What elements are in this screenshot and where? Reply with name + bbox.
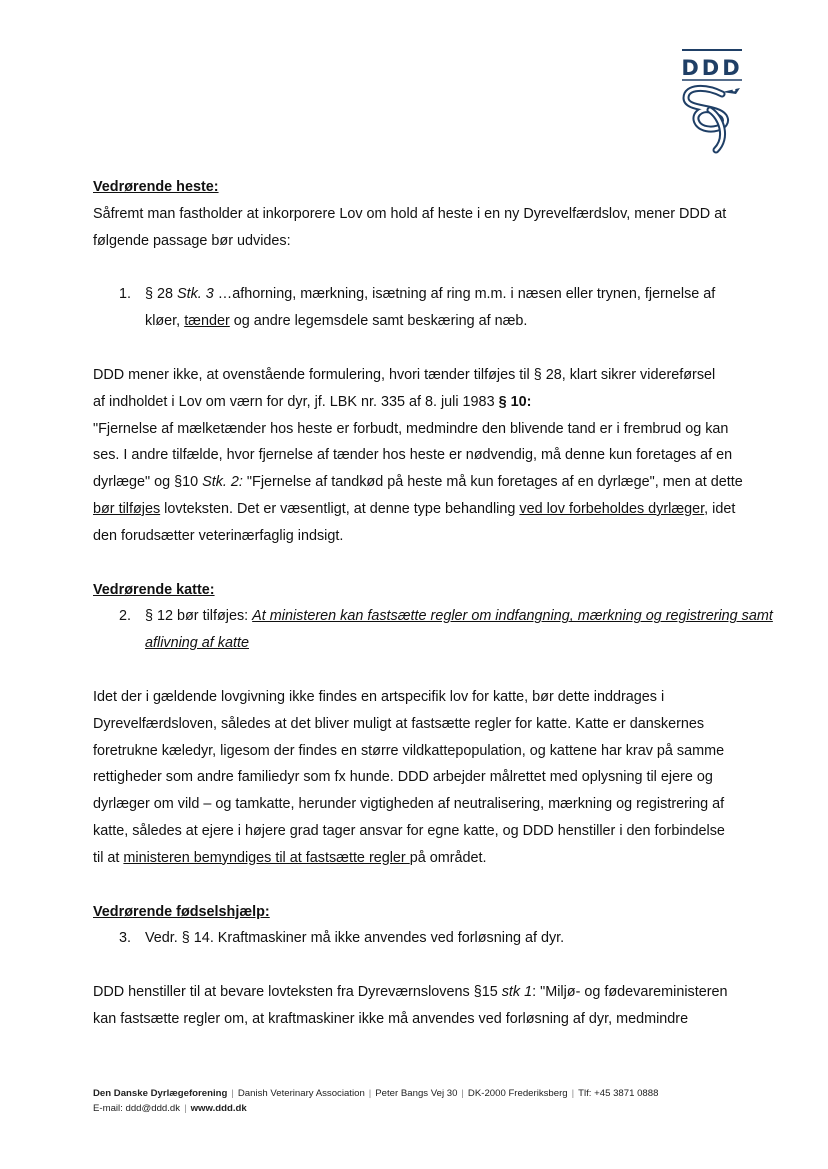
text-run: , idet (704, 500, 736, 517)
paragraph-line: den forudsætter veterinærfaglig indsigt. (93, 527, 344, 544)
footer-org: Den Danske Dyrlægeforening (93, 1088, 228, 1099)
text-run: til at (93, 849, 124, 866)
list-item-1-cont (93, 308, 728, 335)
text-run-underlined: ved lov forbeholdes dyrlæger (519, 500, 705, 517)
list-text: …afhorning, mærkning, isætning af ring m.m. i næsen eller trynen, fjernelse af (213, 286, 716, 303)
text-run-italic: Stk. 2: (202, 474, 243, 491)
ddd-logo (676, 46, 748, 158)
paragraph-line: Såfremt man fastholder at inkorporere Lov om hold af heste i en ny Dyrevelfærdslov, mener DDD at (93, 205, 727, 222)
paragraph-line: DDD mener ikke, at ovenstående formulering, hvori tænder tilføjes til § 28, klart sikrer videreførsel (93, 366, 716, 383)
footer-line-2 (93, 1101, 658, 1116)
paragraph-line: rettigheder som andre familiedyr som fx hunde. DDD arbejder målrettet med oplysning til ejere og (93, 769, 713, 786)
list-text-underlined: tænder (184, 313, 230, 330)
section-heading-fodselshjaelp: Vedrørende fødselshjælp: (93, 903, 270, 920)
list-text: Vedr. § 14. Kraftmaskiner må ikke anvendes ved forløsning af dyr. (145, 930, 565, 947)
list-text: § 12 bør tilføjes: (145, 608, 253, 625)
paragraph-line: foretrukne kæledyr, ligesom der findes en større vildkattepopulation, og kattene har krav på samme (93, 742, 725, 759)
list-text-italic: Stk. 3 (177, 286, 214, 303)
logo-text: DDD (681, 56, 743, 80)
list-item-2-cont (93, 630, 728, 657)
footer-phone: Tlf: +45 3871 0888 (578, 1088, 659, 1099)
footer-web-link[interactable]: www.ddd.dk (190, 1103, 247, 1114)
list-text-italic-underlined: At ministeren kan fastsætte regler om indfangning, mærkning og registrering samt (252, 608, 773, 625)
paragraph-line: kan fastsætte regler om, at kraftmaskiner ikke må anvendes ved forløsning af dyr, medmindre (93, 1010, 689, 1027)
footer-separator: | (368, 1088, 372, 1099)
text-run: lovteksten. Det er væsentligt, at denne type behandling (160, 500, 520, 517)
paragraph-line: følgende passage bør udvides: (93, 232, 291, 249)
text-run: dyrlæge" og §10 (93, 474, 203, 491)
paragraph-line (93, 845, 728, 872)
list-number: 2. (119, 608, 132, 625)
list-number: 3. (119, 930, 132, 947)
footer-email-link[interactable]: E-mail: ddd@ddd.dk (93, 1103, 181, 1114)
list-item-3 (93, 925, 728, 952)
text-run-underlined: bør tilføjes (93, 500, 161, 517)
text-run: "Fjernelse af tandkød på heste må kun foretages af en dyrlæge", men at dette (242, 474, 743, 491)
list-text: kløer, (145, 313, 185, 330)
list-number: 1. (119, 286, 132, 303)
list-text: § 28 (145, 286, 178, 303)
paragraph-line (93, 389, 728, 416)
list-item-1 (93, 281, 728, 308)
paragraph-line (93, 979, 728, 1006)
footer-address: Peter Bangs Vej 30 (375, 1088, 458, 1099)
paragraph-line: katte, således at ejere i højere grad tager ansvar for egne katte, og DDD henstiller i den forbindelse (93, 822, 725, 839)
footer-separator: | (461, 1088, 464, 1099)
text-run-bold: § 10: (498, 393, 532, 410)
list-item-2 (93, 603, 773, 630)
text-run: DDD henstiller til at bevare lovteksten fra Dyreværnslovens §15 (93, 984, 502, 1001)
text-run-underlined: ministeren bemyndiges til at fastsætte regler (123, 849, 410, 866)
text-run: på området. (409, 849, 487, 866)
text-run-italic: stk 1 (501, 984, 533, 1001)
paragraph-line: ses. I andre tilfælde, hvor fjernelse af tænder hos heste er nødvendig, må denne kun foretages af en (93, 447, 733, 464)
list-text: og andre legemsdele samt beskæring af næb. (229, 313, 528, 330)
letter-body (93, 174, 773, 1033)
footer-separator: | (571, 1088, 575, 1099)
footer-line-1 (93, 1086, 658, 1101)
paragraph-line: "Fjernelse af mælketænder hos heste er forbudt, medmindre den blivende tand er i frembrud og kan (93, 420, 729, 437)
list-text-italic-underlined: aflivning af katte (145, 635, 249, 652)
paragraph-line: Idet der i gældende lovgivning ikke findes en artspecifik lov for katte, bør dette inddrages i (93, 688, 665, 705)
paragraph-line: Dyrevelfærdsloven, således at det bliver muligt at fastsætte regler for katte. Katte er danskernes (93, 715, 705, 732)
footer-separator: | (184, 1103, 187, 1114)
paragraph-line (93, 469, 743, 496)
section-heading-heste: Vedrørende heste: (93, 179, 219, 195)
paragraph-line (93, 496, 736, 523)
footer-city: DK-2000 Frederiksberg (467, 1088, 568, 1099)
text-run: af indholdet i Lov om værn for dyr, jf. LBK nr. 335 af 8. juli 1983 (93, 393, 499, 410)
paragraph-line: dyrlæger om vild – og tamkatte, herunder vigtigheden af neutralisering, mærkning og registrering af (93, 796, 725, 813)
text-run: : "Miljø- og fødevareministeren (532, 984, 728, 1001)
section-heading-katte: Vedrørende katte: (93, 581, 215, 598)
footer-separator: | (231, 1088, 234, 1099)
footer-english-name: Danish Veterinary Association (237, 1088, 365, 1099)
page-footer (93, 1086, 658, 1116)
